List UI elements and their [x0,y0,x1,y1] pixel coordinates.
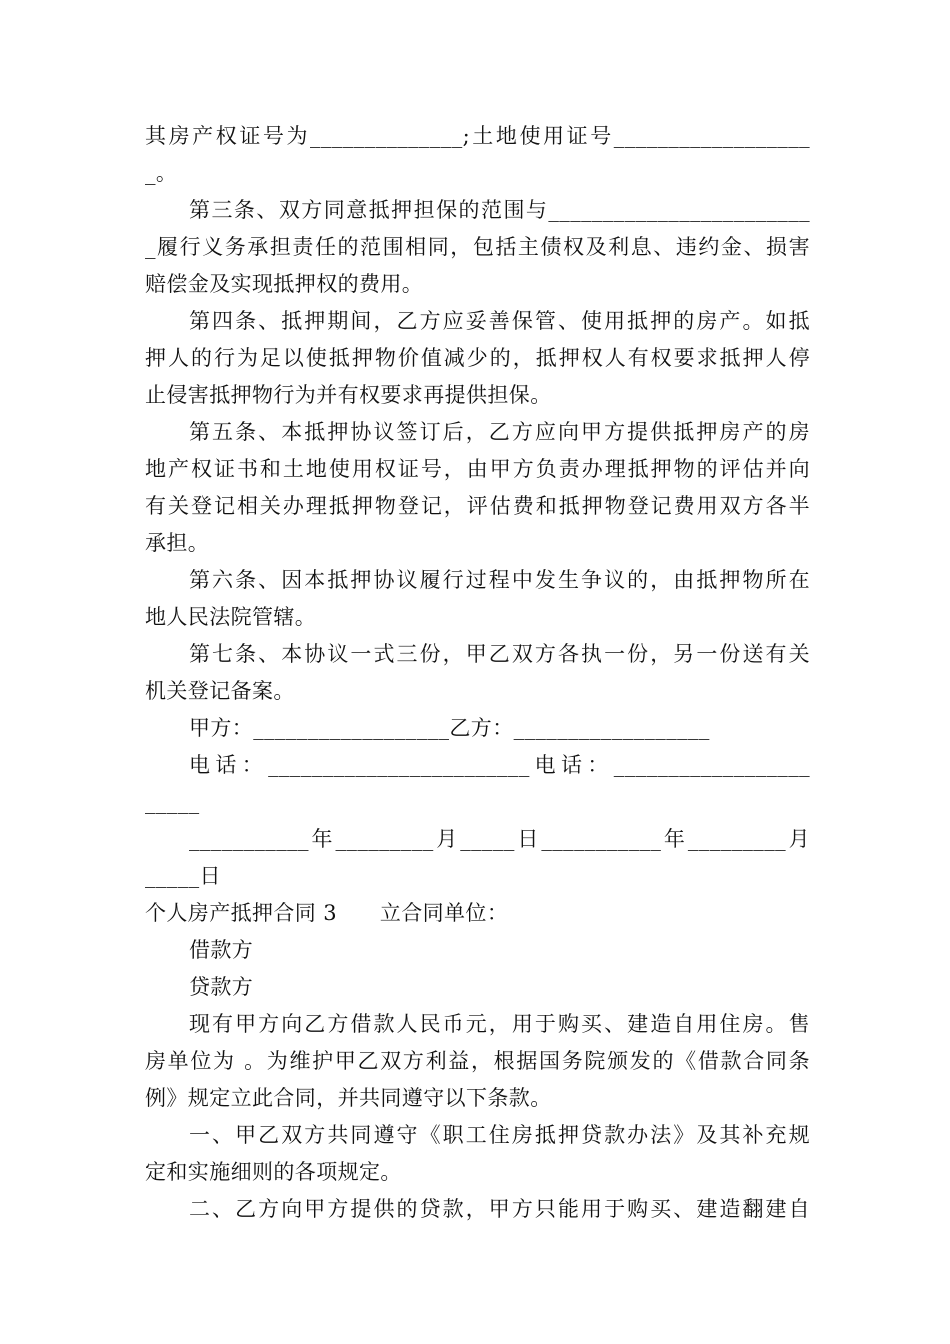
text-line: 赔偿金及实现抵押权的费用。 [145,272,424,296]
phone-line: 电话：________________________电话：__________________ [189,753,810,777]
clause-1-line: 一、甲乙双方共同遵守《职工住房抵押贷款办法》及其补充规 [189,1123,810,1147]
lender-label: 贷款方 [189,975,254,999]
text-line: 定和实施细则的各项规定。 [145,1160,402,1184]
article-3-line: 第三条、双方同意抵押担保的范围与________________________ [189,198,810,222]
preamble-line: 现有甲方向乙方借款人民币元，用于购买、建造自用住房。售 [189,1012,810,1036]
text-line: _____日 [145,864,221,888]
article-4-line: 第四条、抵押期间，乙方应妥善保管、使用抵押的房产。如抵 [189,309,810,333]
text-line: _履行义务承担责任的范围相同，包括主债权及利息、违约金、损害 [145,235,810,259]
clause-2-line: 二、乙方向甲方提供的贷款，甲方只能用于购买、建造翻建自 [189,1197,810,1221]
text-line: 地人民法院管辖。 [145,605,317,629]
text-line: 例》规定立此合同，并共同遵守以下条款。 [145,1086,552,1110]
text-line: 承担。 [145,531,210,555]
contract-3-heading: 个人房产抵押合同 3 立合同单位： [145,901,509,925]
text-line: 止侵害抵押物行为并有权要求再提供担保。 [145,383,552,407]
date-line: ___________年_________月_____日___________年_________月 [189,827,810,851]
text-line: 押人的行为足以使抵押物价值减少的，抵押权人有权要求抵押人停 [145,346,810,370]
document-page [145,118,810,1228]
article-7-line: 第七条、本协议一式三份，甲乙双方各执一份，另一份送有关 [189,642,810,666]
article-6-line: 第六条、因本抵押协议履行过程中发生争议的，由抵押物所在 [189,568,810,592]
text-line: 机关登记备案。 [145,679,295,703]
party-signature-line: 甲方：__________________乙方：__________________ [189,716,710,740]
text-line: 地产权证书和土地使用权证号，由甲方负责办理抵押物的评估并向 [145,457,810,481]
text-line: _____ [145,790,200,814]
text-line: 有关登记相关办理抵押物登记，评估费和抵押物登记费用双方各半 [145,494,810,518]
text-line: 房单位为 。为维护甲乙双方利益，根据国务院颁发的《借款合同条 [145,1049,810,1073]
text-line: _。 [145,161,178,185]
article-5-line: 第五条、本抵押协议签订后，乙方应向甲方提供抵押房产的房 [189,420,810,444]
borrower-label: 借款方 [189,938,254,962]
text-line: 其房产权证号为______________;土地使用证号__________________ [145,124,810,148]
